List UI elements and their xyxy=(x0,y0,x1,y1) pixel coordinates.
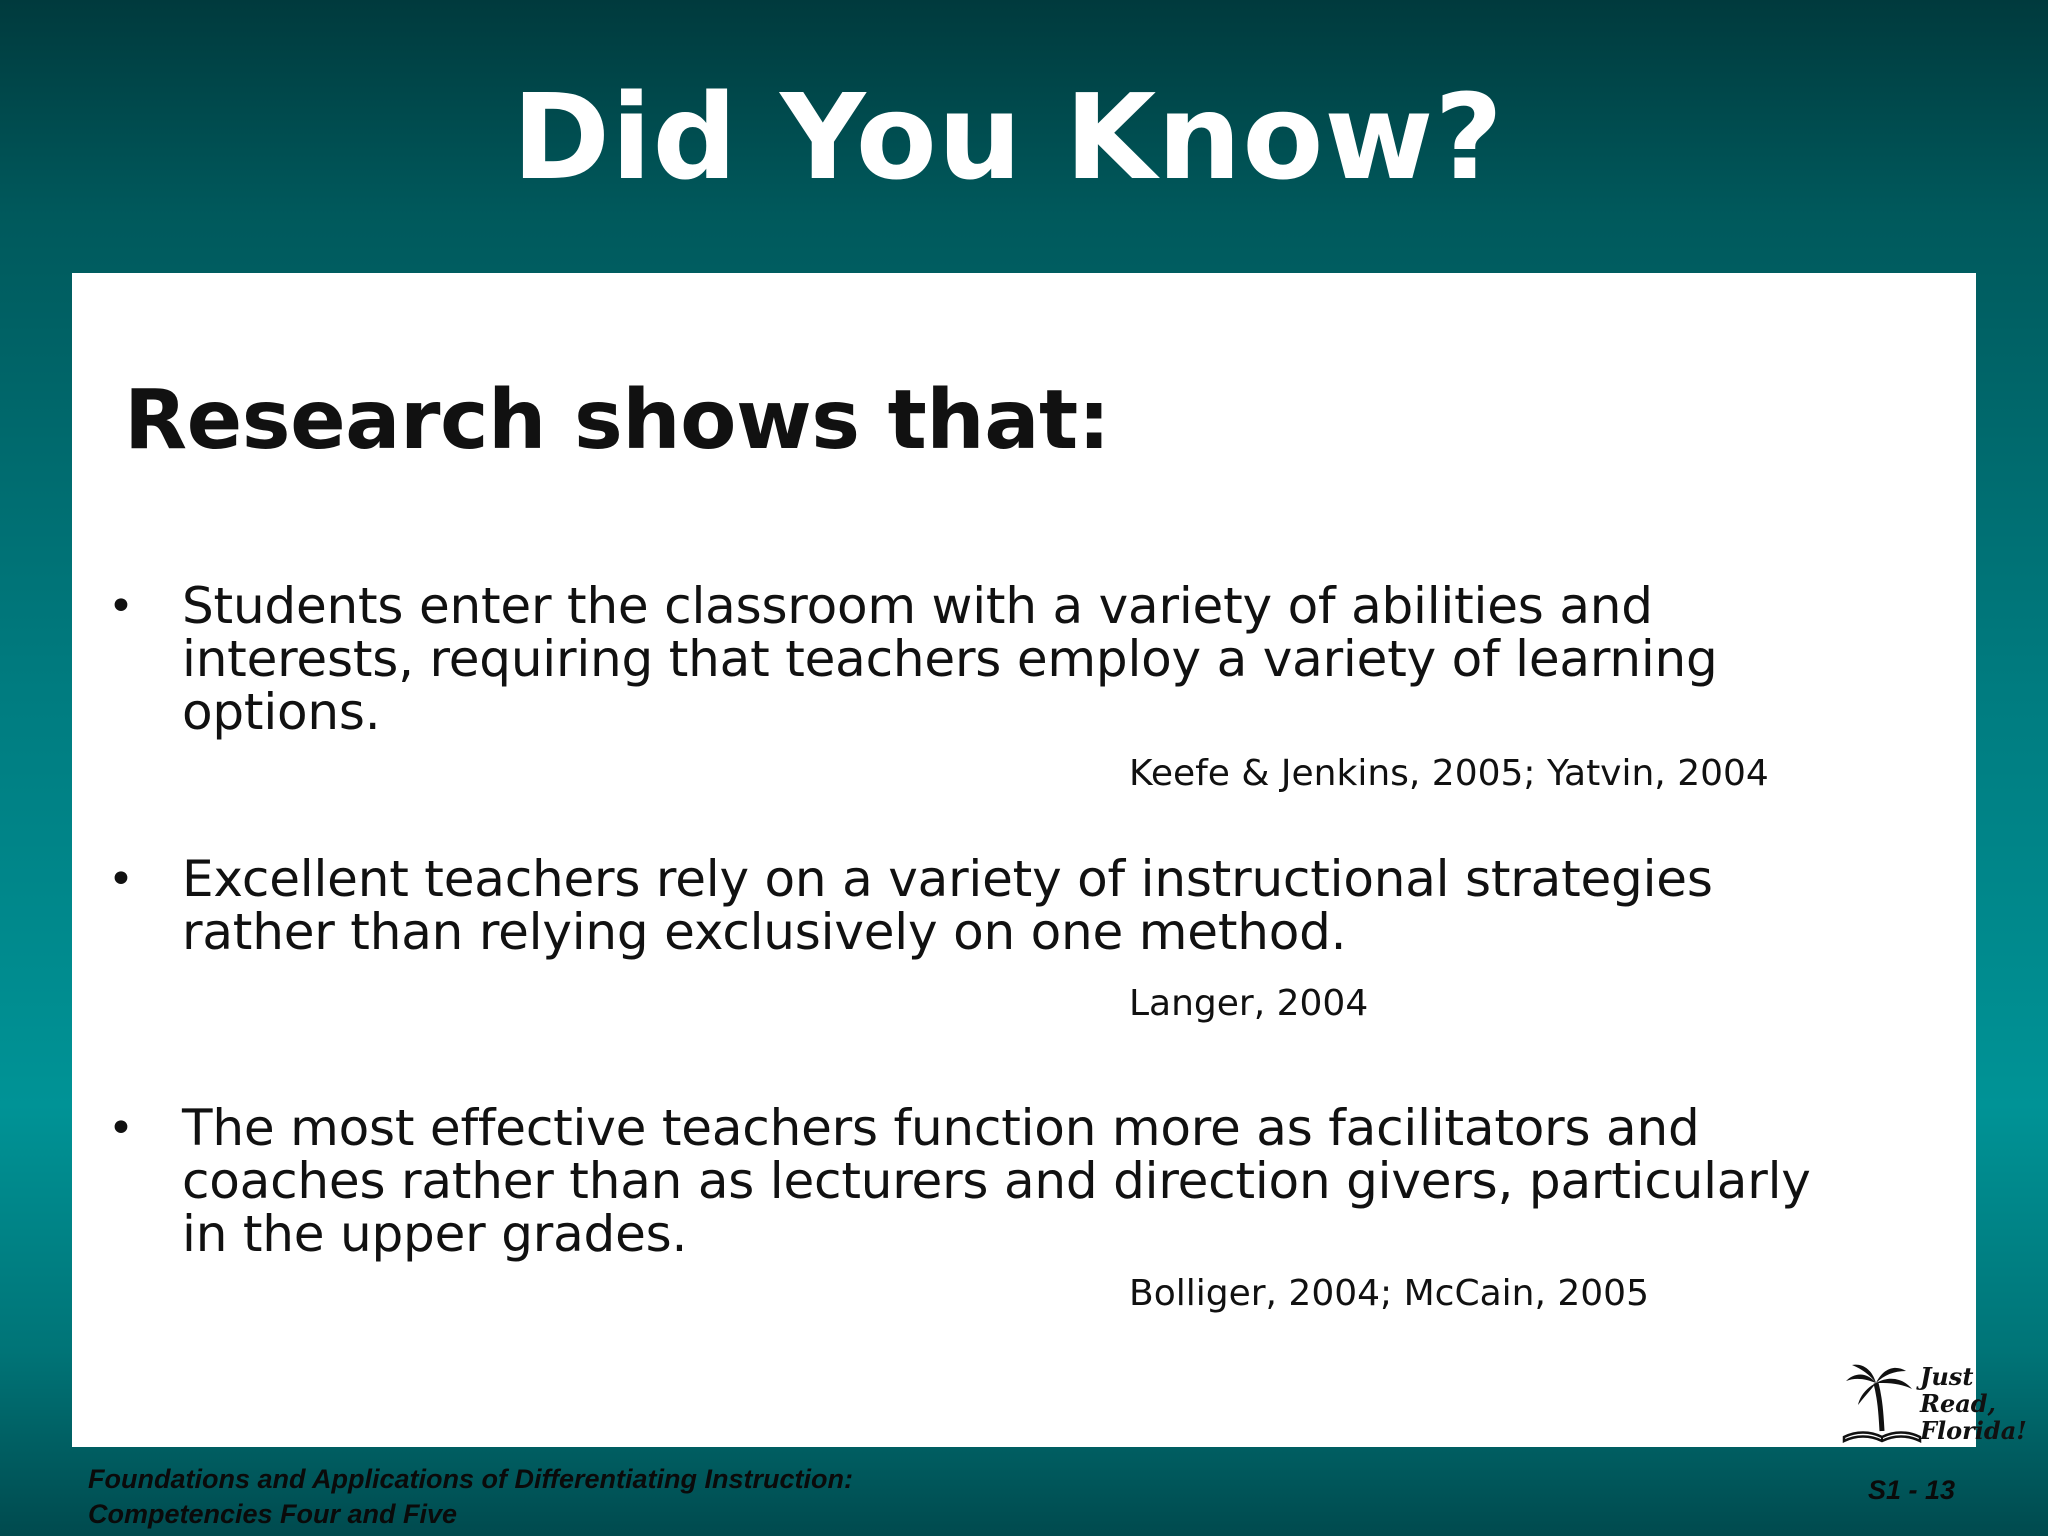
footer-course-title: Foundations and Applications of Differentiating Instruction: Competencies Four and Five xyxy=(88,1464,853,1529)
bullet-marker: • xyxy=(108,581,134,632)
citation-2: Langer, 2004 xyxy=(1129,983,1369,1024)
slide-number: S1 - 13 xyxy=(1868,1475,1956,1505)
citation-3: Bolliger, 2004; McCain, 2005 xyxy=(1129,1273,1649,1314)
content-panel xyxy=(72,273,2027,1447)
citation-1: Keefe & Jenkins, 2005; Yatvin, 2004 xyxy=(1129,753,1769,794)
bullet-text: Students enter the classroom with a variety of abilities and interests, requiring that teachers employ a variety of learning options. xyxy=(182,577,1718,741)
logo-text: Just Read, Florida! xyxy=(1920,1362,2027,1445)
slide-title: Did You Know? xyxy=(512,68,1504,206)
section-heading: Research shows that: xyxy=(124,373,1111,468)
bullet-marker: • xyxy=(108,854,134,905)
bullet-text: Excellent teachers rely on a variety of instructional strategies rather than relying exclusively on one method. xyxy=(182,850,1713,961)
palm-tree-book-icon xyxy=(1842,1361,1922,1443)
just-read-florida-logo xyxy=(1842,1361,2027,1445)
bullet-text: The most effective teachers function more as facilitators and coaches rather than as lecturers and direction givers, particularly in the upper grades. xyxy=(182,1099,1811,1263)
bullet-marker: • xyxy=(108,1103,134,1154)
